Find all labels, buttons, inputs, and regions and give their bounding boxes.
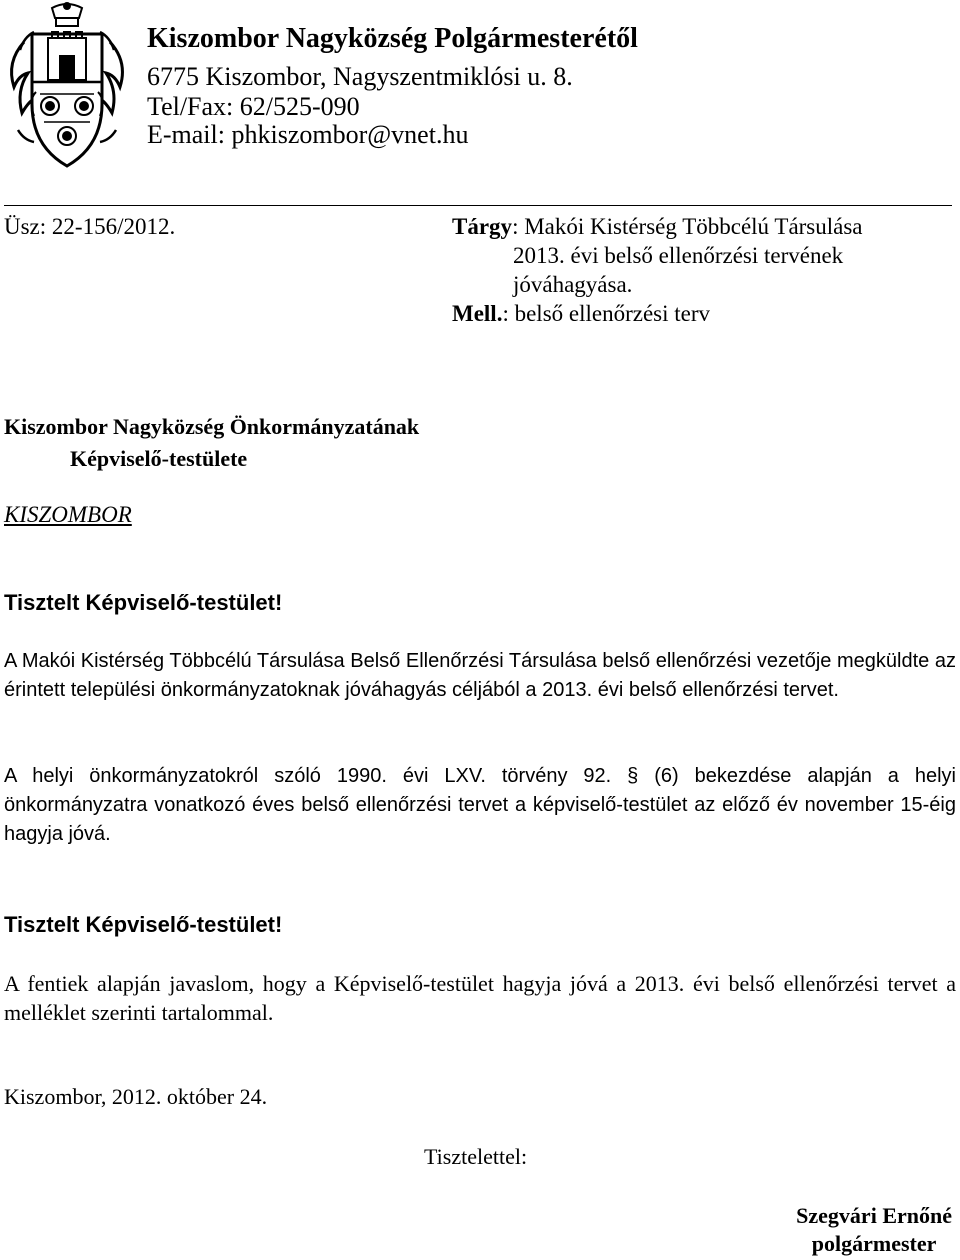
paragraph-1: A Makói Kistérség Többcélú Társulása Belső Ellenőrzési Társulása belső ellenőrzési vezetője megküldte az érintett települési önkormányzatoknak jóváhagyás céljából a 2013. évi belső ellenőrzési tervet. <box>4 650 956 701</box>
subject-block <box>452 212 932 328</box>
coat-of-arms-logo <box>4 2 130 172</box>
signature-block <box>796 1202 952 1258</box>
letterhead-title: Kiszombor Nagyközség Polgármesterétől <box>147 23 638 54</box>
attachment-text: : belső ellenőrzési terv <box>502 301 711 326</box>
header-divider <box>4 205 952 206</box>
attachment-line <box>452 299 932 328</box>
subject-line-2: 2013. évi belső ellenőrzési tervének <box>513 243 844 268</box>
letterhead-address: 6775 Kiszombor, Nagyszentmiklósi u. 8. <box>147 62 573 91</box>
subject-line-3: jóváhagyása. <box>513 272 633 297</box>
subject-text-1: : Makói Kistérség Többcélú Társulása <box>512 214 863 239</box>
letterhead-phone: Tel/Fax: 62/525-090 <box>147 92 360 121</box>
reference-number: Üsz: 22-156/2012. <box>4 214 176 239</box>
letterhead-email: E-mail: phkiszombor@vnet.hu <box>147 120 469 149</box>
paragraph-2: A helyi önkormányzatokról szóló 1990. évi LXV. törvény 92. § (6) bekezdése alapján a helyi önkormányzatra vonatkozó éves belső ellenőrzési tervet a képviselő-testület az előző év november 15-éig hagyja jóvá. <box>4 765 956 845</box>
attachment-label: Mell. <box>452 301 503 326</box>
greeting-1: Tisztelt Képviselő-testület! <box>4 590 283 615</box>
closing-salutation: Tisztelettel: <box>424 1144 528 1169</box>
greeting-2: Tisztelt Képviselő-testület! <box>4 912 283 937</box>
subject-line-1 <box>452 212 932 241</box>
paragraph-3: A fentiek alapján javaslom, hogy a Képviselő-testület hagyja jóvá a 2013. évi belső ellenőrzési tervet a melléklet szerinti tartalommal. <box>4 971 956 1025</box>
signer-name: Szegvári Ernőné <box>796 1203 952 1228</box>
addressee-line-1: Kiszombor Nagyközség Önkormányzatának <box>4 414 420 439</box>
addressee-line-2: Képviselő-testülete <box>70 446 248 471</box>
letter-date: Kiszombor, 2012. október 24. <box>4 1084 268 1109</box>
addressee-city: KISZOMBOR <box>4 502 132 527</box>
signer-title: polgármester <box>811 1231 937 1256</box>
subject-label: Tárgy <box>452 214 513 239</box>
